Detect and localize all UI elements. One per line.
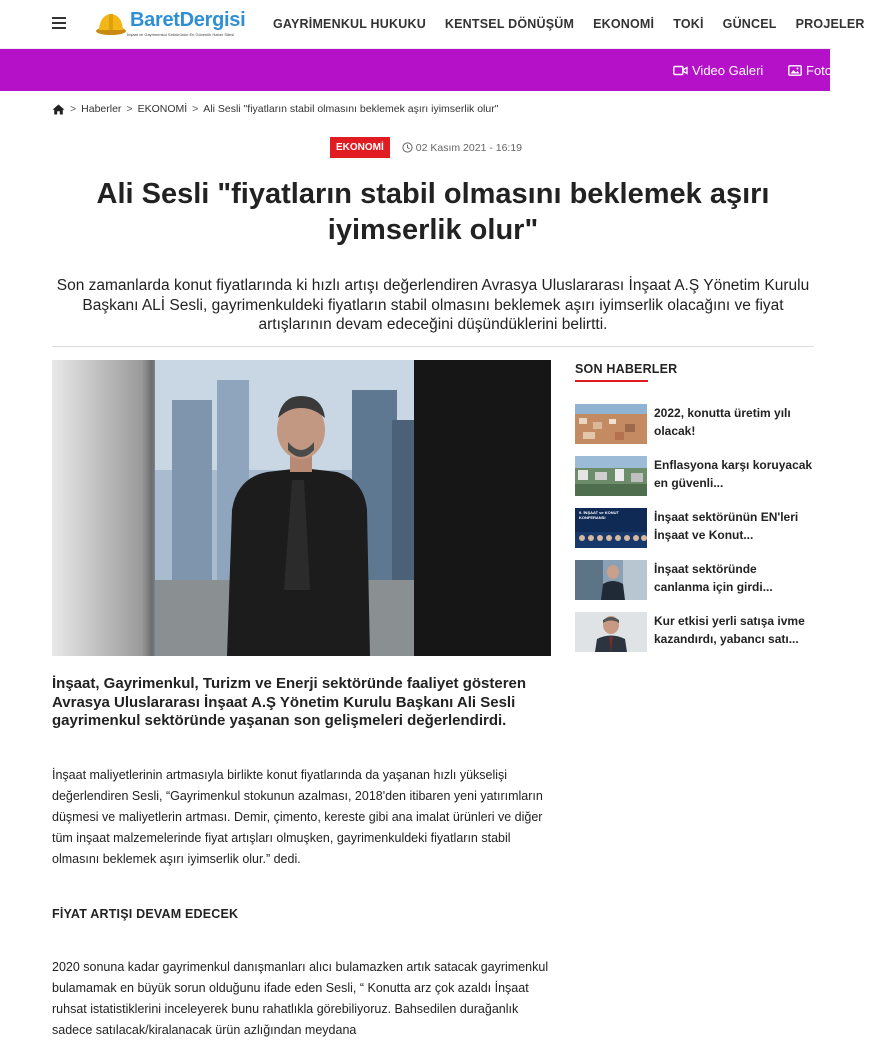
video-camera-icon bbox=[673, 65, 688, 76]
breadcrumb-separator: > bbox=[192, 103, 199, 115]
divider bbox=[52, 346, 814, 347]
article-summary: Son zamanlarda konut fiyatlarında ki hızlı artışı değerlendiren Avrasya Uluslararası İnşaat A.Ş Yönetim Kurulu Başkanı ALİ Sesli, gayrimenkuldeki fiyatların stabil olmasını beklemek aşırı iyimserlik olacağını ve fiyat artışlarının devam edeceğini düşündüklerini belirtti. bbox=[56, 277, 810, 333]
article-title: Ali Sesli "fiyatların stabil olmasını beklemek aşırı iyimserlik olur" bbox=[96, 178, 770, 246]
conference-thumbnail-text: 9. İNŞAAT ve KONUT KONFERANSI bbox=[579, 510, 619, 520]
image-icon bbox=[788, 65, 802, 76]
article-hero-image bbox=[52, 360, 551, 656]
logo-tagline: İnşaat ve Gayrimenkul Sektörünün En Güvenilir Haber Sitesi bbox=[127, 32, 235, 37]
category-badge[interactable]: EKONOMİ bbox=[330, 137, 390, 158]
breadcrumb-current: Ali Sesli "fiyatların stabil olmasını beklemek aşırı iyimserlik olur" bbox=[203, 103, 499, 115]
person-photo-illustration bbox=[52, 360, 551, 656]
breadcrumb-separator: > bbox=[70, 103, 77, 115]
sidebar-title: SON HABERLER bbox=[575, 362, 678, 376]
breadcrumb bbox=[52, 103, 498, 115]
sub-nav-bar bbox=[0, 49, 833, 91]
news-title[interactable]: Enflasyona karşı koruyacak en güvenli... bbox=[654, 458, 813, 490]
home-icon[interactable] bbox=[52, 104, 65, 115]
news-thumbnail bbox=[575, 404, 647, 444]
news-title[interactable]: İnşaat sektöründe canlanma için girdi... bbox=[654, 562, 773, 594]
news-thumbnail bbox=[575, 612, 647, 652]
photo-gallery-label: Foto bbox=[806, 63, 833, 78]
person-thumbnail-image bbox=[575, 560, 647, 600]
city-thumbnail-image bbox=[575, 404, 647, 444]
nav-gayrimenkul-hukuku[interactable]: GAYRİMENKUL HUKUKU bbox=[273, 17, 426, 31]
photo-gallery-link[interactable] bbox=[788, 63, 832, 78]
sidebar-title-underline bbox=[575, 380, 648, 382]
news-title[interactable]: 2022, konutta üretim yılı olacak! bbox=[654, 406, 791, 438]
news-title[interactable]: Kur etkisi yerli satışa ivme kazandırdı, yabancı satı... bbox=[654, 614, 805, 646]
nav-toki[interactable]: TOKİ bbox=[673, 17, 704, 31]
city-thumbnail-image bbox=[575, 456, 647, 496]
menu-icon[interactable] bbox=[52, 17, 66, 29]
site-logo[interactable] bbox=[95, 9, 255, 41]
publish-date bbox=[402, 142, 522, 154]
logo-text: BaretDergisi bbox=[130, 9, 246, 31]
nav-kentsel-donusum[interactable]: KENTSEL DÖNÜŞÜM bbox=[444, 17, 575, 31]
person-thumbnail-image bbox=[575, 612, 647, 652]
main-nav bbox=[273, 17, 884, 31]
sidebar-news-item[interactable] bbox=[575, 404, 815, 444]
article-lead: İnşaat, Gayrimenkul, Turizm ve Enerji sektöründe faaliyet gösteren Avrasya Uluslararası İnşaat A.Ş Yönetim Kurulu Başkanı Ali Sesli gayrimenkul sektöründe yaşanan son gelişmeleri değerlendirdi. bbox=[52, 675, 527, 729]
article-meta bbox=[330, 137, 522, 158]
breadcrumb-haberler[interactable]: Haberler bbox=[81, 103, 122, 115]
nav-ekonomi[interactable]: EKONOMİ bbox=[593, 17, 655, 31]
article-paragraph: 2020 sonuna kadar gayrimenkul danışmanları alıcı bulamazken artık satacak gayrimenkul bulamamak en büyük sorun olduğunu ifade eden Sesli, “ Konutta arz çok azaldı İnşaat ruhsat istatistiklerini inceleyerek bunu rahatlıkla görebiliyoruz. Bahsedilen durağanlık sadece satılacak/kiralanacak ürün azlığından meydana bbox=[52, 960, 549, 1037]
sidebar-news-item[interactable] bbox=[575, 456, 815, 496]
video-gallery-label: Video Galeri bbox=[692, 63, 764, 78]
nav-guncel[interactable]: GÜNCEL bbox=[722, 17, 777, 31]
breadcrumb-separator: > bbox=[126, 103, 133, 115]
breadcrumb-ekonomi[interactable]: EKONOMİ bbox=[137, 103, 188, 115]
news-thumbnail bbox=[575, 508, 647, 548]
news-thumbnail bbox=[575, 456, 647, 496]
sidebar-news-item[interactable] bbox=[575, 612, 815, 652]
article-paragraph: İnşaat maliyetlerinin artmasıyla birlikte konut fiyatlarında da yaşanan hızlı yükselişi değerlendiren Sesli, “Gayrimenkul stokunun azalması, 2018'den itibaren yeni yatırımların düşmesi ve maliyetlerin artması. Demir, çimento, kereste gibi ana imalat ürünleri ve diğer tüm inşaat malzemelerinde fiyat artışları olmuşken, gayrimenkuldeki fiyatların stabil olmasını beklemek aşırı iyimserlik olur.” dedi. bbox=[52, 768, 543, 866]
helmet-icon bbox=[95, 11, 127, 37]
article-subheading: FİYAT ARTIŞI DEVAM EDECEK bbox=[52, 907, 239, 921]
publish-date-text: 02 Kasım 2021 - 16:19 bbox=[415, 141, 523, 154]
top-header bbox=[0, 0, 865, 49]
video-gallery-link[interactable] bbox=[673, 63, 763, 78]
news-title[interactable]: İnşaat sektörünün EN'leri İnşaat ve Konut... bbox=[654, 510, 799, 542]
nav-projeler[interactable]: PROJELER bbox=[795, 17, 865, 31]
sidebar-news-item[interactable] bbox=[575, 560, 815, 600]
sidebar-news-item[interactable] bbox=[575, 508, 815, 548]
news-thumbnail bbox=[575, 560, 647, 600]
clock-icon bbox=[402, 142, 413, 153]
